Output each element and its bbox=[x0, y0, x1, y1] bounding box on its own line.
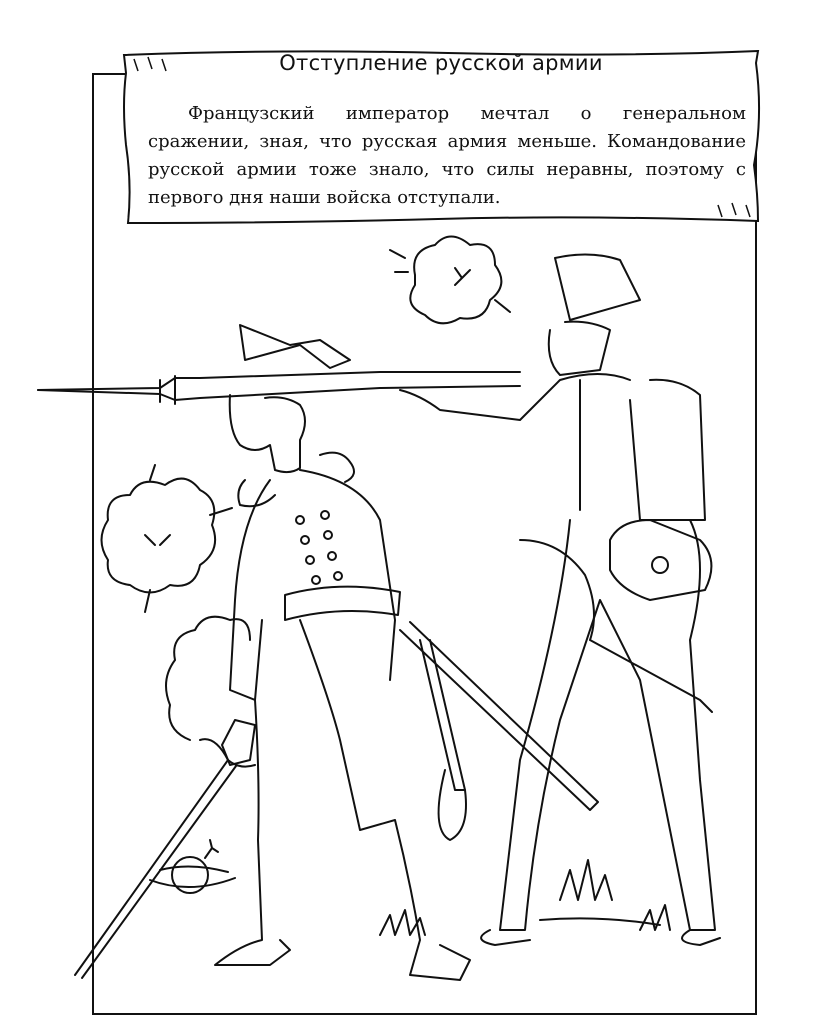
rifle-with-bayonet bbox=[38, 372, 520, 404]
officer-soldier bbox=[215, 325, 470, 980]
explosion-cloud-left bbox=[102, 465, 233, 612]
body-text: Французский император мечтал о генеральном сражении, зная, что русская армия меньше. Командование русской армии тоже знало, что силы неравны, поэтому с первого дня наши войска отступали. bbox=[148, 103, 746, 208]
page-title: Отступление русской армии bbox=[279, 51, 603, 75]
officer-sword bbox=[75, 739, 255, 978]
rifleman-soldier bbox=[400, 254, 720, 945]
scabbard bbox=[400, 622, 598, 840]
explosion-cloud-top bbox=[390, 237, 510, 324]
